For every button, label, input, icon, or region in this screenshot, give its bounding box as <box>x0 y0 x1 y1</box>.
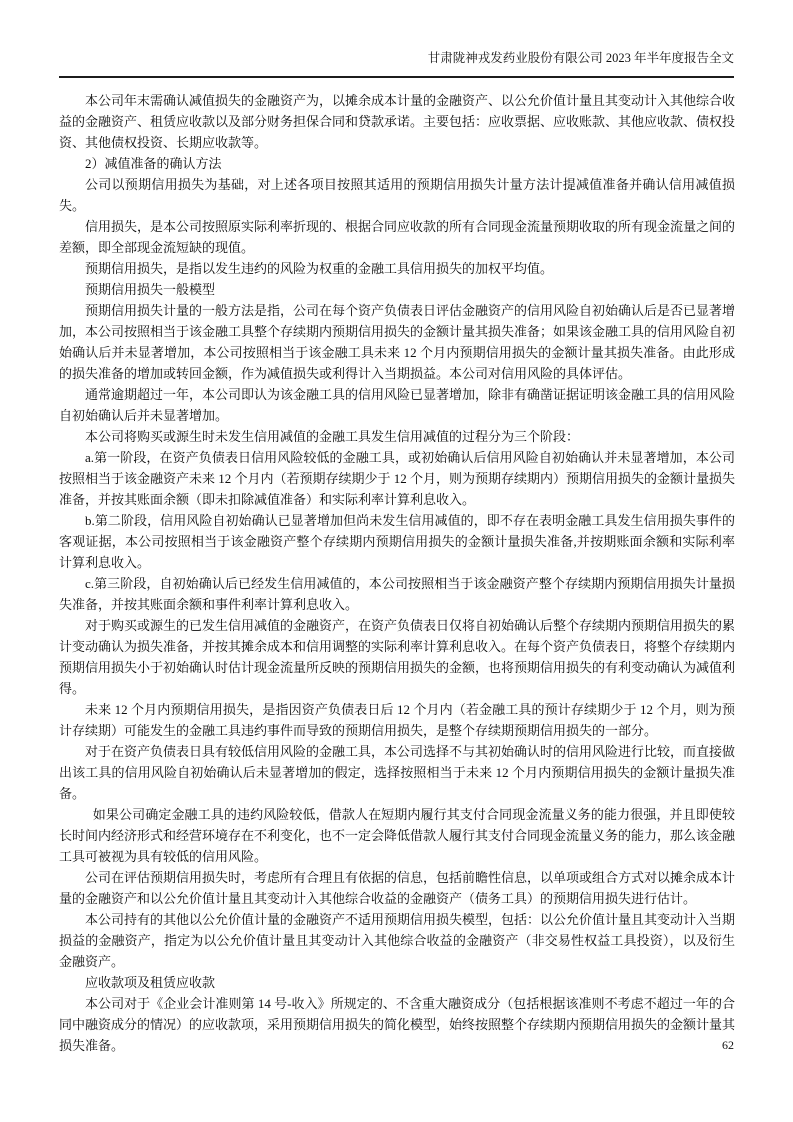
paragraph: 本公司持有的其他以公允价值计量的金融资产不适用预期信用损失模型，包括：以公允价值计量且其变动计入当期损益的金融资产，指定为以公允价值计量且其变动计入其他综合收益的金融资产（非交易性权益工具投资），以及衍生金融资产。 <box>59 912 736 969</box>
paragraph: 对于购买或源生的已发生信用减值的金融资产，在资产负债表日仅将自初始确认后整个存续期内预期信用损失的累计变动确认为损失准备，并按其摊余成本和信用调整的实际利率计算利息收入。在每个资产负债表日，将整个存续期内预期信用损失小于初始确认时估计现金流量所反映的预期信用损失的金额，也将预期信用损失的有利变动确认为减值利得。 <box>59 618 736 696</box>
paragraph: 未来 12 个月内预期信用损失，是指因资产负债表日后 12 个月内（若金融工具的预计存续期少于 12 个月，则为预计存续期）可能发生的金融工具违约事件而导致的预期信用损失，是整个存续期预期信用损失的一部分。 <box>59 702 735 738</box>
paragraph: 对于在资产负债表日具有较低信用风险的金融工具，本公司选择不与其初始确认时的信用风险进行比较，而直接做出该工具的信用风险自初始确认后未显著增加的假定，选择按照相当于未来 12 个月内预期信用损失的金额计量损失准备。 <box>59 744 736 801</box>
paragraph: b.第二阶段，信用风险自初始确认已显著增加但尚未发生信用减值的，即不存在表明金融工具发生信用损失事件的客观证据，本公司按照相当于该金融资产整个存续期内预期信用损失的金额计量损失准备,并按期账面余额和实际利率计算利息收入。 <box>59 513 735 570</box>
paragraph: 信用损失，是本公司按照原实际利率折现的、根据合同应收款的所有合同现金流量预期收取的所有现金流量之间的差额，即全部现金流短缺的现值。 <box>59 219 736 255</box>
paragraph: a.第一阶段，在资产负债表日信用风险较低的金融工具，或初始确认后信用风险自初始确认并未显著增加，本公司按照相当于该金融资产未来 12 个月内（若预期存续期少于 12 个月，则为预期存续期内）预期信用损失的金额计量损失准备，并按其账面余额（即未扣除减值准备）和实际利率计算利息收入。 <box>59 450 736 507</box>
paragraph: c.第三阶段，自初始确认后已经发生信用减值的，本公司按照相当于该金融资产整个存续期内预期信用损失计量损失准备，并按其账面余额和事件利率计算利息收入。 <box>59 576 735 612</box>
page-header-title: 甘肃陇神戎发药业股份有限公司 2023 年半年度报告全文 <box>427 51 734 65</box>
paragraph: 预期信用损失，是指以发生违约的风险为权重的金融工具信用损失的加权平均值。 <box>85 261 554 276</box>
paragraph: 预期信用损失一般模型 <box>85 282 216 297</box>
paragraph: 本公司对于《企业会计准则第 14 号-收入》所规定的、不含重大融资成分（包括根据该准则不考虑不超过一年的合同中融资成分的情况）的应收款项，采用预期信用损失的简化模型，始终按照整个存续期内预期信用损失的金额计量其损失准备。 <box>59 996 736 1053</box>
paragraph: 如果公司确定金融工具的违约风险较低，借款人在短期内履行其支付合同现金流量义务的能力很强，并且即使较长时间内经济形式和经营环境存在不利变化，也不一定会降低借款人履行其支付合同现金流量义务的能力，那么该金融工具可被视为具有较低的信用风险。 <box>59 807 736 864</box>
page-number: 62 <box>722 1038 734 1052</box>
document-body <box>59 90 735 1056</box>
paragraph: 公司以预期信用损失为基础，对上述各项目按照其适用的预期信用损失计量方法计提减值准备并确认信用减值损失。 <box>59 177 735 213</box>
paragraph: 通常逾期超过一年，本公司即认为该金融工具的信用风险已显著增加，除非有确凿证据证明该金融工具的信用风险自初始确认后并未显著增加。 <box>59 387 736 423</box>
paragraph: 2）减值准备的确认方法 <box>85 156 222 171</box>
paragraph: 公司在评估预期信用损失时，考虑所有合理且有依据的信息，包括前瞻性信息，以单项或组合方式对以摊余成本计量的金融资产和以公允价值计量且其变动计入其他综合收益的金融资产（债务工具）的预期信用损失进行估计。 <box>59 870 736 906</box>
paragraph: 本公司年末需确认减值损失的金融资产为，以摊余成本计量的金融资产、以公允价值计量且其变动计入其他综合收益的金融资产、租赁应收款以及部分财务担保合同和贷款承诺。主要包括：应收票据、应收账款、其他应收款、债权投资、其他债权投资、长期应收款等。 <box>59 93 736 150</box>
paragraph: 本公司将购买或源生时未发生信用减值的金融工具发生信用减值的过程分为三个阶段： <box>85 429 580 444</box>
paragraph: 应收款项及租赁应收款 <box>85 975 216 990</box>
paragraph: 预期信用损失计量的一般方法是指，公司在每个资产负债表日评估金融资产的信用风险自初始确认后是否已显著增加，本公司按照相当于该金融工具整个存续期内预期信用损失的金额计量其损失准备；如果该金融工具的信用风险自初始确认后并未显著增加，本公司按照相当于该金融工具未来 12 个月内预期信用损失的金额计量其损失准备。由此形成的损失准备的增加或转回金额，作为减值损失或利得计入当期损益。本公司对信用风险的具体评估。 <box>59 303 736 381</box>
header-rule <box>59 76 734 78</box>
